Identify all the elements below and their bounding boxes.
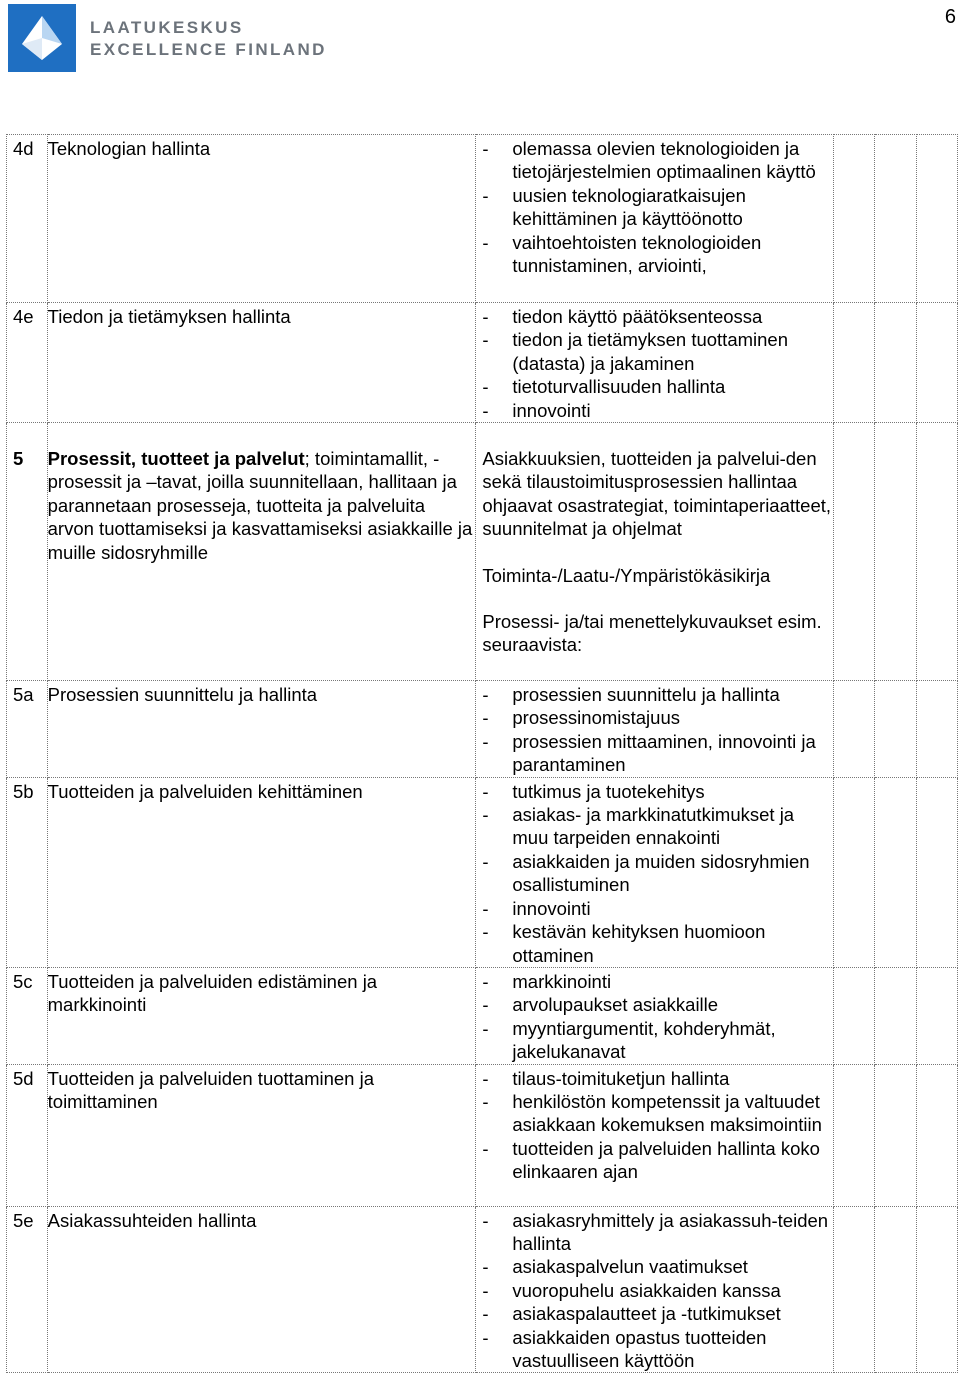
empty-cell (874, 1064, 917, 1206)
row-description (476, 423, 834, 681)
row-title: Tuotteiden ja palveluiden edistäminen ja markkinointi (47, 967, 476, 1064)
list-item: - tiedon ja tietämyksen tuottaminen (datasta) ja jakaminen (482, 328, 833, 375)
bullet-list (482, 970, 833, 1064)
row-code: 5b (7, 777, 48, 967)
description-paragraph: Asiakkuuksien, tuotteiden ja palvelui-den sekä tilaustoimitusprosessien hallintaa ohjaavat osastrategiat, toimintaperiaatteet, suunnitelmat ja ohjelmat (482, 448, 832, 540)
row-description (476, 681, 834, 778)
list-item: - innovointi (482, 897, 833, 920)
row-code: 5a (7, 681, 48, 778)
table-row (7, 303, 958, 423)
list-item: - innovointi (482, 399, 833, 422)
list-item: - prosessien mittaaminen, innovointi ja parantaminen (482, 730, 833, 777)
description-paragraph: Toiminta-/Laatu-/Ympäristökäsikirja (482, 564, 771, 586)
empty-cell (834, 1206, 875, 1373)
list-item: - asiakkaiden ja muiden sidosryhmien osallistuminen (482, 850, 833, 897)
row-description (476, 135, 834, 303)
laatukeskus-logo-icon (8, 4, 76, 72)
row-code: 5e (7, 1206, 48, 1373)
row-title (47, 423, 476, 681)
table-row (7, 1206, 958, 1373)
empty-cell (917, 135, 958, 303)
row-code: 5d (7, 1064, 48, 1206)
row-code: 4e (7, 303, 48, 423)
empty-cell (874, 967, 917, 1064)
row-code: 5c (7, 967, 48, 1064)
empty-cell (874, 303, 917, 423)
empty-cell (834, 135, 875, 303)
empty-cell (917, 423, 958, 681)
row-description (476, 303, 834, 423)
criteria-table (6, 134, 958, 1373)
empty-cell (834, 303, 875, 423)
list-item: - asiakasryhmittely ja asiakassuh-teiden hallinta (482, 1209, 833, 1256)
empty-cell (874, 135, 917, 303)
list-item: - asiakkaiden opastus tuotteiden vastuulliseen käyttöön (482, 1326, 833, 1373)
logo (8, 4, 327, 74)
logo-text-excellence-finland: EXCELLENCE FINLAND (90, 40, 327, 59)
row-code: 4d (7, 135, 48, 303)
logo-text-laatukeskus: LAATUKESKUS (90, 18, 244, 37)
row-code (7, 423, 48, 681)
list-item: - tietoturvallisuuden hallinta (482, 375, 833, 398)
list-item: - henkilöstön kompetenssit ja valtuudet asiakkaan kokemuksen maksimointiin (482, 1090, 833, 1137)
table-row (7, 681, 958, 778)
row-title: Tuotteiden ja palveluiden kehittäminen (47, 777, 476, 967)
list-item: - olemassa olevien teknologioiden ja tietojärjestelmien optimaalinen käyttö (482, 137, 833, 184)
description-paragraph: Prosessi- ja/tai menettelykuvaukset esim. seuraavista: (482, 611, 822, 656)
list-item: - myyntiargumentit, kohderyhmät, jakelukanavat (482, 1017, 833, 1064)
list-item: - tuotteiden ja palveluiden hallinta koko elinkaaren ajan (482, 1137, 833, 1184)
bullet-list (482, 780, 833, 967)
list-item: - markkinointi (482, 970, 833, 993)
empty-cell (874, 423, 917, 681)
list-item: - asiakas- ja markkinatutkimukset ja muu tarpeiden ennakointi (482, 803, 833, 850)
bullet-list (482, 1067, 833, 1184)
table-row (7, 423, 958, 681)
list-item: - vuoropuhelu asiakkaiden kanssa (482, 1279, 833, 1302)
row-title: Tuotteiden ja palveluiden tuottaminen ja toimittaminen (47, 1064, 476, 1206)
list-item: - arvolupaukset asiakkaille (482, 993, 833, 1016)
bullet-list (482, 1209, 833, 1373)
list-item: - tutkimus ja tuotekehitys (482, 780, 833, 803)
section-title: Prosessit, tuotteet ja palvelut (47, 448, 305, 470)
empty-cell (917, 303, 958, 423)
table-row (7, 135, 958, 303)
empty-cell (917, 1206, 958, 1373)
empty-cell (917, 967, 958, 1064)
empty-cell (834, 681, 875, 778)
page-number: 6 (944, 6, 956, 28)
row-description (476, 1206, 834, 1373)
empty-cell (834, 967, 875, 1064)
empty-cell (874, 777, 917, 967)
table-row (7, 967, 958, 1064)
list-item: - tilaus-toimituketjun hallinta (482, 1067, 833, 1090)
empty-cell (874, 1206, 917, 1373)
empty-cell (874, 681, 917, 778)
table-row (7, 1064, 958, 1206)
list-item: - prosessinomistajuus (482, 706, 833, 729)
row-description (476, 967, 834, 1064)
empty-cell (834, 1064, 875, 1206)
bullet-list (482, 683, 833, 777)
empty-cell (834, 423, 875, 681)
empty-cell (917, 1064, 958, 1206)
bullet-list (482, 137, 833, 277)
table-row (7, 777, 958, 967)
row-description (476, 1064, 834, 1206)
row-title: Prosessien suunnittelu ja hallinta (47, 681, 476, 778)
bullet-list (482, 305, 833, 422)
list-item: - uusien teknologiaratkaisujen kehittäminen ja käyttöönotto (482, 184, 833, 231)
list-item: - prosessien suunnittelu ja hallinta (482, 683, 833, 706)
row-title: Asiakassuhteiden hallinta (47, 1206, 476, 1373)
empty-cell (917, 777, 958, 967)
list-item: - asiakaspalautteet ja -tutkimukset (482, 1302, 833, 1325)
list-item: - tiedon käyttö päätöksenteossa (482, 305, 833, 328)
row-title: Teknologian hallinta (47, 135, 476, 303)
empty-cell (917, 681, 958, 778)
list-item: - vaihtoehtoisten teknologioiden tunnistaminen, arviointi, (482, 231, 833, 278)
section-number: 5 (13, 448, 24, 470)
empty-cell (834, 777, 875, 967)
row-title: Tiedon ja tietämyksen hallinta (47, 303, 476, 423)
list-item: - kestävän kehityksen huomioon ottaminen (482, 920, 833, 967)
list-item: - asiakaspalvelun vaatimukset (482, 1255, 833, 1278)
section-subtitle: ; toimintamallit, -prosessit ja –tavat, joilla suunnitellaan, hallitaan ja parannetaan prosesseja, tuotteita ja palveluita arvon tuottamiseksi ja kasvattamiseksi asiakkaille ja muille sidosryhmille (47, 448, 473, 563)
row-description (476, 777, 834, 967)
